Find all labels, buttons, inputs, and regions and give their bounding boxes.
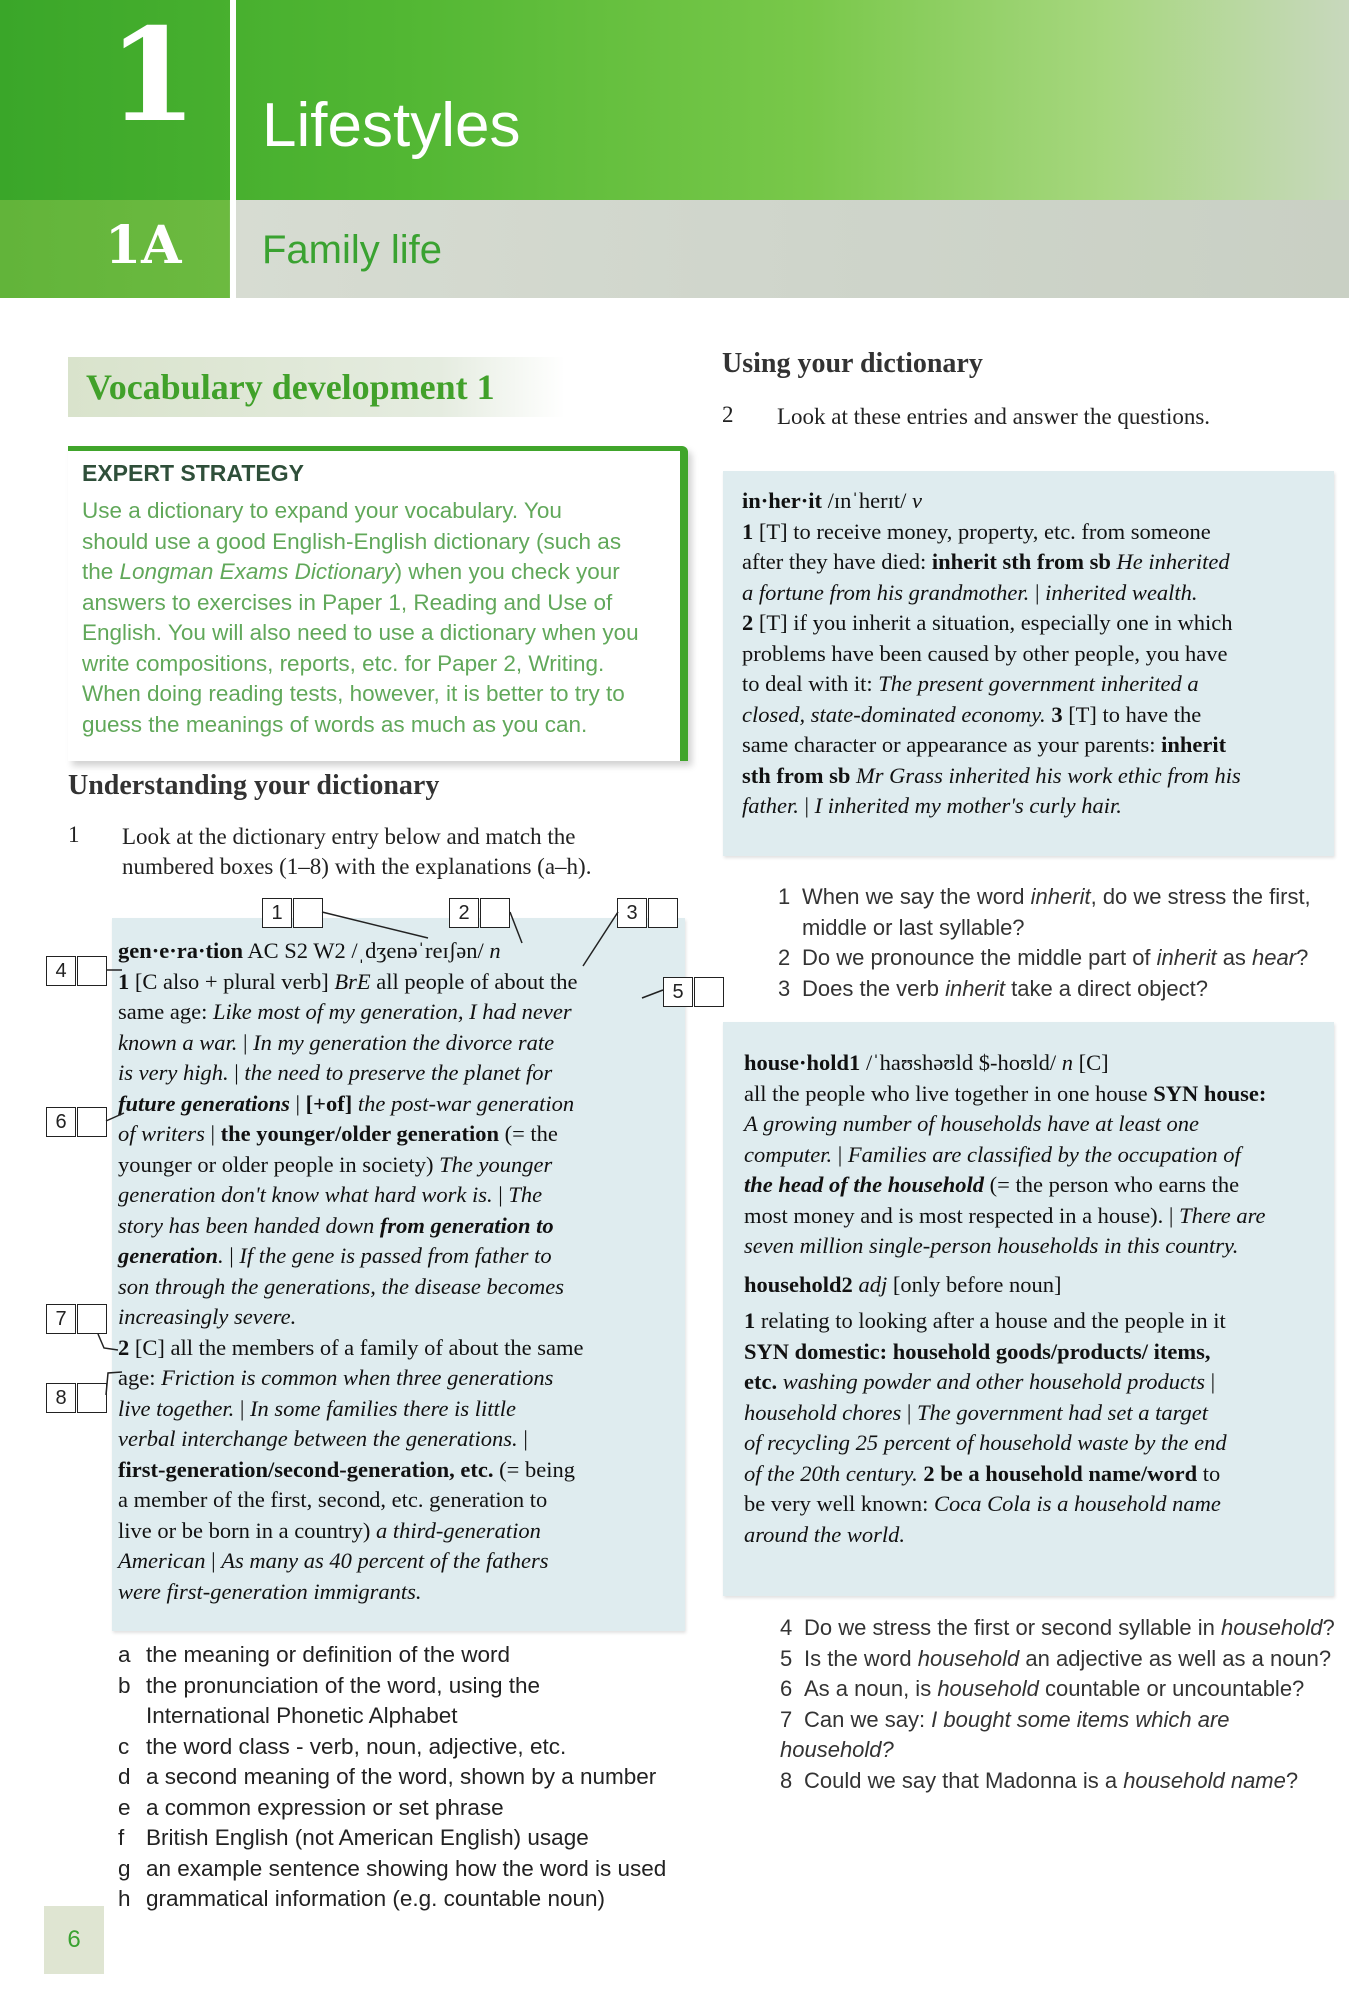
question-item: 7 Can we say: I bought some items which are household?	[780, 1706, 1230, 1762]
option-text: a common expression or set phrase	[146, 1794, 504, 1820]
option-item	[118, 1793, 698, 1824]
option-text: grammatical information (e.g. countable noun)	[146, 1886, 605, 1911]
household-entry-text: house·hold1 /ˈhaʊshəʊld $-hoʊld/ n [C] all the people who live together in one house SYN house: A growing number of households have at least one computer. | Families are classified by the occupation of the head of the household (= the person who earns the most money and is most respected in a house). | There are seven million single-person households in this country. household2 adj [only before noun] 1 relating to looking after a house and the people in it SYN domestic: household goods/products/ items, etc. washing powder and other household products | household chores | The government had set a target of recycling 25 percent of household waste by the end of the 20th century. 2 be a household name/word to be very well known: Coca Cola is a household name around the world.	[744, 1050, 1267, 1547]
label-box-8: 8	[46, 1383, 76, 1413]
expert-strategy-title: EXPERT STRATEGY	[82, 460, 304, 486]
option-letter: g	[118, 1855, 131, 1881]
option-item	[118, 1701, 698, 1732]
using-heading: Using your dictionary	[722, 348, 983, 379]
pointer-line-2	[510, 912, 522, 943]
understanding-heading: Understanding your dictionary	[68, 770, 440, 801]
option-item	[118, 1884, 698, 1915]
options-list	[118, 1640, 698, 1915]
exercise-2-number: 2	[722, 402, 734, 427]
lesson-number: 1A	[105, 215, 182, 276]
pointer-line-1	[322, 912, 428, 938]
option-text: British English (not American English) usage	[146, 1825, 589, 1850]
option-item	[118, 1671, 698, 1702]
question-item: 8 Could we say that Madonna is a household name?	[780, 1766, 1340, 1797]
unit-title: Lifestyles	[262, 91, 521, 160]
question-number: 8	[780, 1767, 793, 1793]
option-letter: f	[118, 1825, 125, 1850]
strategy-line: should use a good English-English dictionary (such as	[82, 528, 622, 554]
pointer-line-3	[583, 912, 618, 966]
question-item: 4 Do we stress the first or second syllable in household?	[780, 1613, 1340, 1644]
option-text: International Phonetic Alphabet	[146, 1703, 458, 1728]
option-item	[118, 1762, 698, 1793]
option-letter: h	[118, 1886, 131, 1911]
question-item: 2 Do we pronounce the middle part of inherit as hear?	[778, 943, 1338, 974]
strategy-line: write compositions, reports, etc. for Paper 2, Writing.	[82, 650, 605, 676]
strategy-line: English. You will also need to use a dictionary when you	[82, 620, 639, 645]
label-box-7: 7	[46, 1304, 76, 1334]
label-box-6: 6	[46, 1107, 76, 1137]
pointer-line-5	[642, 990, 663, 998]
section-title: Vocabulary development 1	[86, 367, 495, 407]
lesson-title: Family life	[262, 228, 443, 272]
exercise-1-number: 1	[68, 822, 80, 847]
option-text: an example sentence showing how the word is used	[146, 1855, 667, 1881]
instruction-line: Look at the dictionary entry below and match the	[122, 824, 576, 849]
option-text: the meaning or definition of the word	[146, 1642, 510, 1667]
option-text: the word class - verb, noun, adjective, etc.	[146, 1733, 567, 1759]
unit-number: 1	[108, 1, 198, 151]
questions-1-3	[778, 882, 1338, 1004]
option-item	[118, 1640, 698, 1671]
inherit-entry-text: in·her·it /ɪnˈherɪt/ v 1 [T] to receive money, property, etc. from someone after they have died: inherit sth from sb He inherited a fortune from his grandmother. | inherited wealth. 2 [T] if you inherit a situation, especially one in which problems have been caused by other people, you have to deal with it: The present government inherited a closed, state-dominated economy. 3 [T] to have the same character or appearance as your parents: inherit sth from sb Mr Grass inherited his work ethic from his father. | I inherited my mother's curly hair.	[742, 488, 1241, 818]
label-box-3: 3	[617, 898, 647, 928]
option-letter: a	[118, 1642, 131, 1667]
questions-4-8	[780, 1613, 1340, 1796]
option-text: the pronunciation of the word, using the	[146, 1672, 541, 1698]
strategy-line: the Longman Exams Dictionary) when you check your	[82, 559, 620, 584]
strategy-line: guess the meanings of words as much as you can.	[82, 711, 588, 737]
question-number: 4	[780, 1615, 793, 1640]
page-number: 6	[44, 1906, 104, 1974]
strategy-line: answers to exercises in Paper 1, Reading and Use of	[82, 589, 613, 615]
question-number: 1	[778, 884, 791, 909]
pointer-line-8	[106, 1372, 122, 1395]
label-box-4: 4	[46, 956, 76, 986]
strategy-line: Use a dictionary to expand your vocabulary. You	[82, 498, 562, 523]
question-number: 3	[778, 975, 791, 1001]
option-text: a second meaning of the word, shown by a number	[146, 1764, 657, 1789]
exercise-2-instruction: Look at these entries and answer the questions.	[777, 404, 1211, 429]
pointer-line-6	[106, 1113, 124, 1121]
pointer-line-7	[98, 1334, 118, 1350]
question-number: 6	[780, 1676, 793, 1701]
question-text: middle or last syllable?	[802, 914, 1025, 940]
option-item	[118, 1823, 698, 1854]
strategy-line: When doing reading tests, however, it is better to try to	[82, 681, 625, 706]
question-number: 7	[780, 1706, 793, 1732]
generation-entry-text: gen·e·ra·tion AC S2 W2 /ˌdʒenəˈreɪʃən/ n 1 [C also + plural verb] BrE all people of about the same age: Like most of my generation, I had never known a war. | In my generation the divorce rate is very high. | the need to preserve the planet for future generations | [+of] the post-war generation of writers | the younger/older generation (= the younger or older people in society) The younger generation don't know what hard work is. | The story has been handed down from generation to generation. | If the gene is passed from father to son through the generations, the disease becomes increasingly severe. 2 [C] all the members of a family of about the same age: Friction is common when three generations live together. | In some families there is little verbal interchange between the generations. | first-generation/second-generation, etc. (= being a member of the first, second, etc. generation to live or be born in a country) a third-generation American | As many as 40 percent of the fathers were first-generation immigrants.	[118, 938, 584, 1604]
label-box-1: 1	[262, 898, 292, 928]
question-item: 5 Is the word household an adjective as well as a noun?	[780, 1644, 1340, 1675]
question-item	[778, 913, 1338, 944]
question-number: 5	[780, 1645, 793, 1671]
option-letter: d	[118, 1764, 131, 1789]
option-item	[118, 1854, 698, 1885]
label-box-5: 5	[663, 977, 693, 1007]
option-item	[118, 1732, 698, 1763]
question-item: 6 As a noun, is household countable or uncountable?	[780, 1674, 1340, 1705]
option-letter: b	[118, 1672, 131, 1698]
label-box-2: 2	[449, 898, 479, 928]
question-item: 3 Does the verb inherit take a direct object?	[778, 974, 1338, 1005]
option-letter: c	[118, 1733, 130, 1759]
instruction-line: numbered boxes (1–8) with the explanations (a–h).	[122, 854, 592, 879]
question-item: 1 When we say the word inherit, do we stress the first,	[778, 882, 1338, 913]
option-letter: e	[118, 1794, 131, 1820]
question-number: 2	[778, 945, 791, 970]
